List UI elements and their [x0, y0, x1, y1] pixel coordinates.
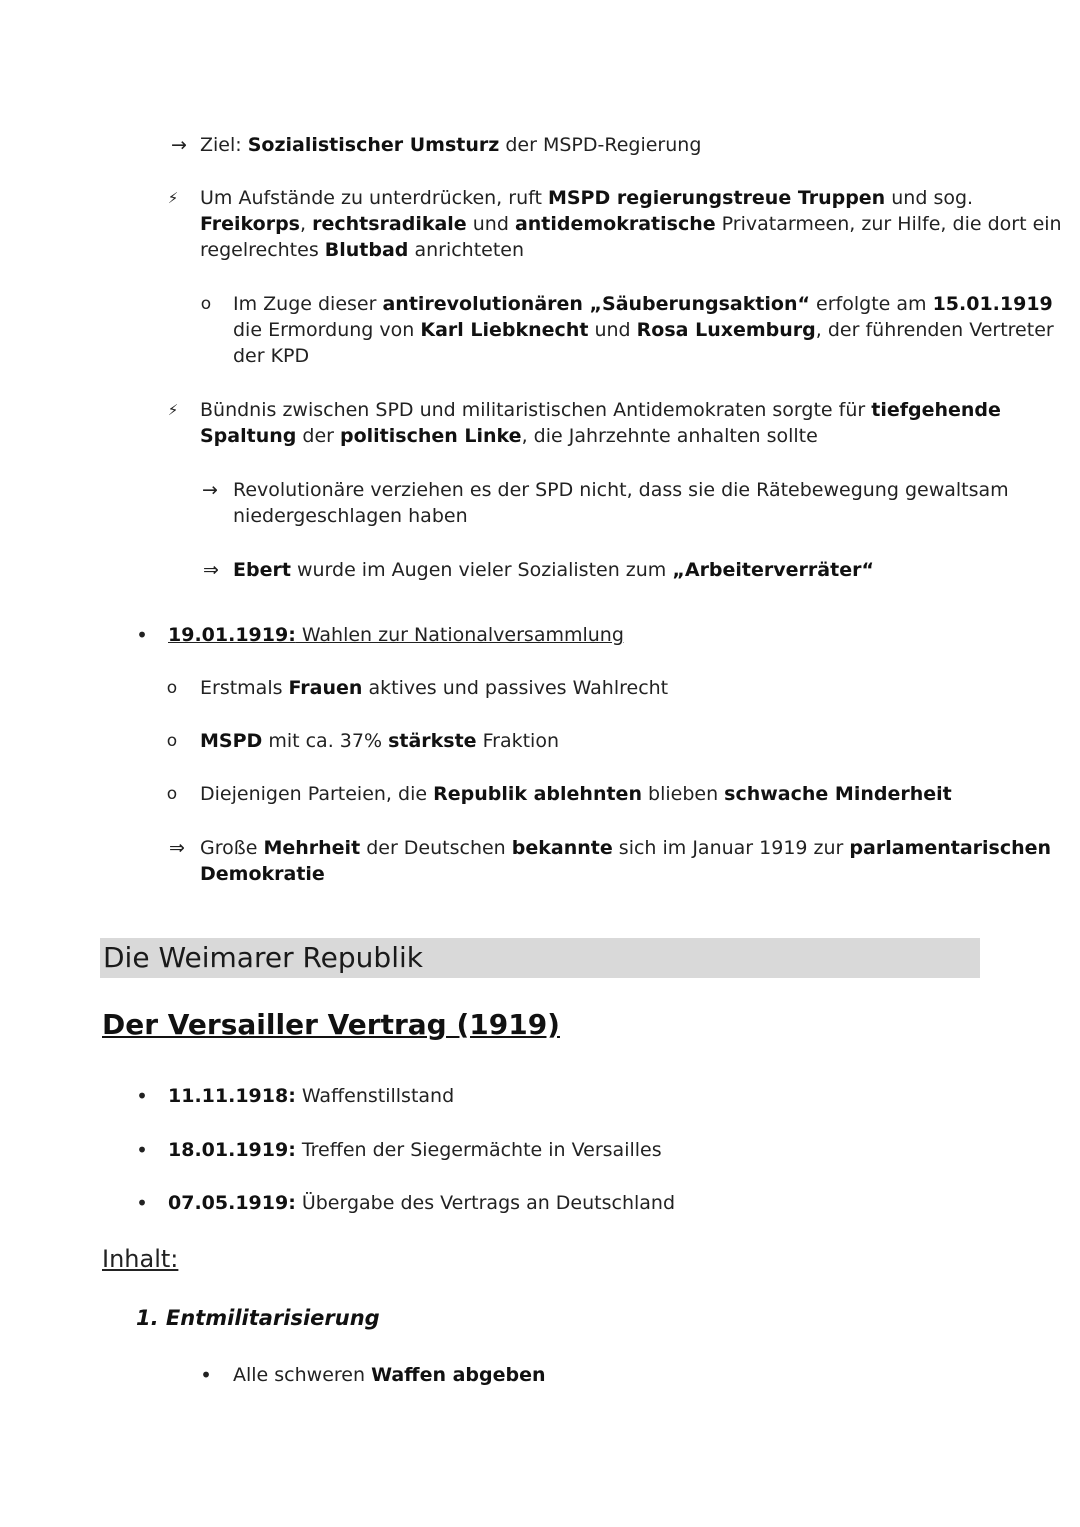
circle-bullet-icon: o — [166, 678, 178, 698]
paragraph-freikorps-3: regelrechtes Blutbad anrichteten — [200, 239, 525, 261]
numbered-heading-entmilitarisierung: 1. Entmilitarisierung — [136, 1306, 380, 1330]
list-item-waffen: Alle schweren Waffen abgeben — [233, 1364, 546, 1386]
date-item: 11.11.1918: Waffenstillstand — [168, 1085, 455, 1107]
list-item-mspd: MSPD mit ca. 37% stärkste Fraktion — [200, 730, 560, 752]
list-item-frauen: Erstmals Frauen aktives und passives Wahlrecht — [200, 677, 669, 699]
list-item-parteien: Diejenigen Parteien, die Republik ablehnten blieben schwache Minderheit — [200, 783, 952, 805]
bullet-icon: • — [136, 1084, 148, 1108]
section-heading-bar — [100, 938, 980, 978]
ziel-line: Ziel: Sozialistischer Umsturz der MSPD-Regierung — [200, 134, 702, 156]
implies-arrow-icon: ⇒ — [203, 559, 219, 581]
lightning-icon: ⚡ — [167, 189, 179, 207]
date-item: 07.05.1919: Übergabe des Vertrags an Deutschland — [168, 1192, 676, 1214]
paragraph-spaltung-2: Spaltung der politischen Linke, die Jahrzehnte anhalten sollte — [200, 425, 818, 447]
implies-arrow-icon: ⇒ — [169, 837, 185, 859]
paragraph-revolutionaere-2: niedergeschlagen haben — [233, 505, 468, 527]
bullet-icon: • — [136, 623, 148, 647]
arrow-icon: → — [202, 479, 218, 501]
paragraph-freikorps-1: Um Aufstände zu unterdrücken, ruft MSPD regierungstreue Truppen und sog. — [200, 187, 974, 209]
bullet-icon: • — [200, 1363, 212, 1387]
sub-item-liebknecht-3: der KPD — [233, 345, 310, 367]
page-title: Der Versailler Vertrag (1919) — [102, 1008, 560, 1041]
paragraph-spaltung-1: Bündnis zwischen SPD und militaristischen Antidemokraten sorgte für tiefgehende — [200, 399, 1001, 421]
lightning-icon: ⚡ — [167, 401, 179, 419]
circle-bullet-icon: o — [166, 784, 178, 804]
date-item: 18.01.1919: Treffen der Siegermächte in Versailles — [168, 1139, 662, 1161]
paragraph-freikorps-2: Freikorps, rechtsradikale und antidemokratische Privatarmeen, zur Hilfe, die dort ein — [200, 213, 1062, 235]
sub-item-liebknecht-1: Im Zuge dieser antirevolutionären „Säuberungsaktion“ erfolgte am 15.01.1919 — [233, 293, 1053, 315]
inhalt-label: Inhalt: — [102, 1245, 179, 1273]
arrow-icon: → — [171, 134, 187, 156]
circle-bullet-icon: o — [166, 731, 178, 751]
section-heading: Die Weimarer Republik — [103, 941, 423, 974]
conclusion-line-2: Demokratie — [200, 863, 325, 885]
sub-item-liebknecht-2: die Ermordung von Karl Liebknecht und Rosa Luxemburg, der führenden Vertreter — [233, 319, 1054, 341]
paragraph-revolutionaere-1: Revolutionäre verziehen es der SPD nicht, dass sie die Rätebewegung gewaltsam — [233, 479, 1009, 501]
circle-bullet-icon: o — [200, 294, 212, 314]
wahlen-heading: 19.01.1919: Wahlen zur Nationalversammlung — [168, 624, 624, 646]
bullet-icon: • — [136, 1138, 148, 1162]
bullet-icon: • — [136, 1191, 148, 1215]
paragraph-ebert: Ebert wurde im Augen vieler Sozialisten zum „Arbeiterverräter“ — [233, 559, 874, 581]
conclusion-line-1: Große Mehrheit der Deutschen bekannte sich im Januar 1919 zur parlamentarischen — [200, 837, 1052, 859]
